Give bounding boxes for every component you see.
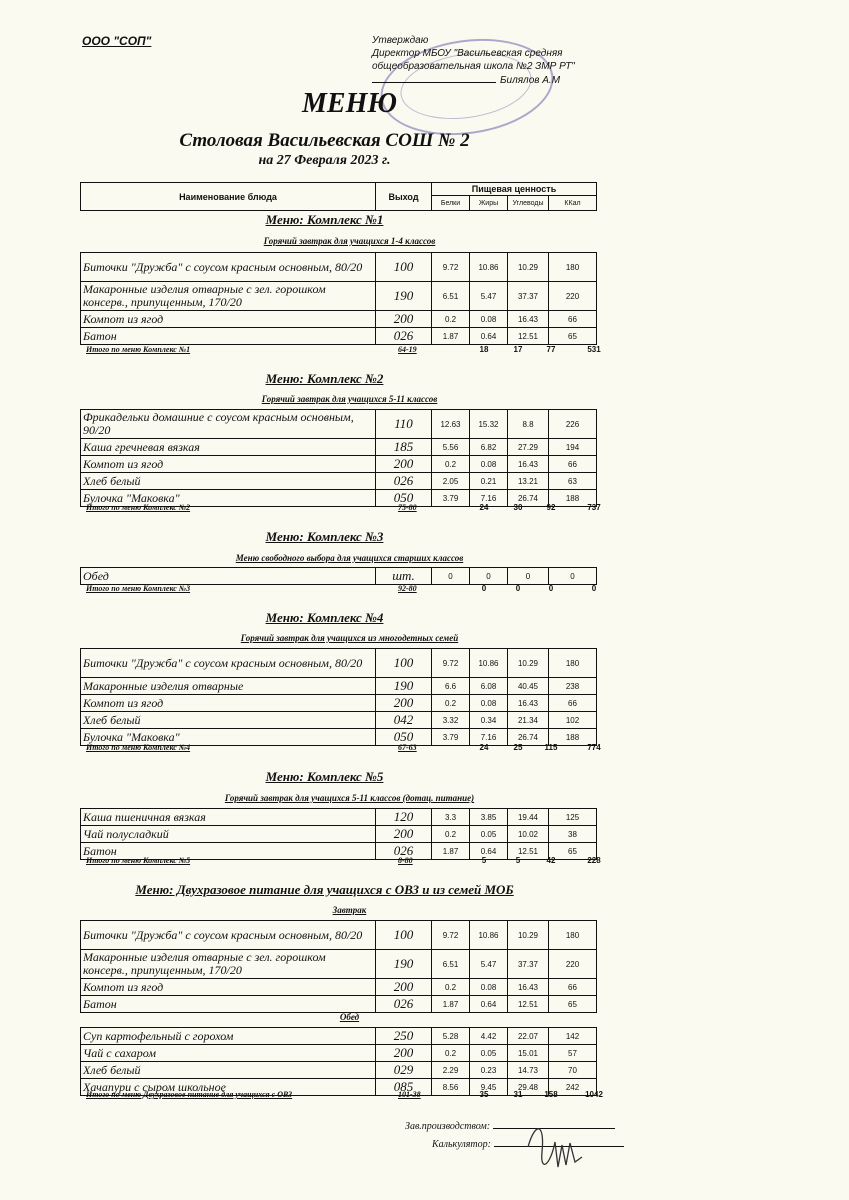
total-p: 24 xyxy=(479,503,489,512)
dish-output: 042 xyxy=(376,712,432,729)
dish-table xyxy=(80,1027,597,1096)
dish-protein: 0.2 xyxy=(432,979,470,996)
total-name: Итого по меню Комплекс №2 xyxy=(86,503,191,512)
dish-carbs: 26.74 xyxy=(508,490,549,507)
total-k: 531 xyxy=(587,345,601,354)
section-title: Меню: Комплекс №1 xyxy=(265,212,384,227)
section-subtitle: Горячий завтрак для учащихся из многодетных семей xyxy=(240,633,459,643)
dish-name: Хлеб белый xyxy=(81,1062,376,1079)
dish-fat: 0.64 xyxy=(470,328,508,345)
section-subtitle: Завтрак xyxy=(332,905,367,915)
dish-carbs: 15.01 xyxy=(508,1045,549,1062)
dish-protein: 9.72 xyxy=(432,253,470,282)
dish-protein: 5.28 xyxy=(432,1028,470,1045)
dish-kcal: 180 xyxy=(549,649,597,678)
table-row xyxy=(81,1062,597,1079)
dish-table xyxy=(80,252,597,345)
total-f: 17 xyxy=(513,345,523,354)
table-row xyxy=(81,328,597,345)
table-row xyxy=(81,456,597,473)
header-nutrition: Пищевая ценность xyxy=(432,183,597,196)
table-row xyxy=(81,473,597,490)
dish-output: 200 xyxy=(376,826,432,843)
dish-carbs: 12.51 xyxy=(508,328,549,345)
dish-fat: 10.86 xyxy=(470,921,508,950)
table-row xyxy=(81,712,597,729)
dish-kcal: 226 xyxy=(549,410,597,439)
dish-fat: 6.82 xyxy=(470,439,508,456)
section-subtitle: Меню свободного выбора для учащихся старших классов xyxy=(235,553,464,563)
dish-fat: 10.86 xyxy=(470,649,508,678)
total-name: Итого по меню Комплекс №4 xyxy=(86,743,191,752)
dish-output: 120 xyxy=(376,809,432,826)
dish-protein: 2.05 xyxy=(432,473,470,490)
dish-output: 100 xyxy=(376,921,432,950)
dish-kcal: 180 xyxy=(549,921,597,950)
total-p: 35 xyxy=(479,1090,489,1099)
total-p: 24 xyxy=(479,743,489,752)
dish-output: шт. xyxy=(376,568,432,585)
dish-output: 029 xyxy=(376,1062,432,1079)
dish-kcal: 188 xyxy=(549,490,597,507)
total-f: 5 xyxy=(515,856,521,865)
dish-output: 050 xyxy=(376,729,432,746)
menu-header-table xyxy=(80,182,597,211)
dish-kcal: 63 xyxy=(549,473,597,490)
dish-protein: 3.3 xyxy=(432,809,470,826)
header-dish: Наименование блюда xyxy=(81,183,376,211)
dish-fat: 0 xyxy=(470,568,508,585)
dish-fat: 0.64 xyxy=(470,843,508,860)
menu-date: на 27 Февраля 2023 г. xyxy=(258,153,391,168)
total-name: Итого по меню Двухразовое питание для учащихся с ОВЗ xyxy=(86,1090,293,1099)
total-out: 92-80 xyxy=(398,584,417,593)
section-title: Меню: Комплекс №4 xyxy=(265,610,384,625)
dish-carbs: 8.8 xyxy=(508,410,549,439)
dish-carbs: 10.29 xyxy=(508,649,549,678)
dish-kcal: 102 xyxy=(549,712,597,729)
dish-protein: 3.79 xyxy=(432,729,470,746)
dish-name: Фрикадельки домашние с соусом красным основным, 90/20 xyxy=(81,410,376,439)
table-row xyxy=(81,826,597,843)
dish-output: 110 xyxy=(376,410,432,439)
dish-kcal: 194 xyxy=(549,439,597,456)
header-kcal: ККал xyxy=(549,196,597,211)
dish-carbs: 16.43 xyxy=(508,311,549,328)
dish-name: Макаронные изделия отварные xyxy=(81,678,376,695)
canteen-name: Столовая Васильевская СОШ № 2 xyxy=(179,130,470,151)
dish-carbs: 16.43 xyxy=(508,695,549,712)
total-f: 30 xyxy=(513,503,523,512)
dish-name: Каша пшеничная вязкая xyxy=(81,809,376,826)
dish-carbs: 10.02 xyxy=(508,826,549,843)
approval-line3: общеобразовательная школа №2 ЗМР РТ" xyxy=(372,61,575,72)
table-row xyxy=(81,979,597,996)
dish-kcal: 0 xyxy=(549,568,597,585)
director-name: Билялов А.М xyxy=(500,75,561,86)
dish-name: Компот из ягод xyxy=(81,456,376,473)
dish-name: Батон xyxy=(81,843,376,860)
dish-output: 100 xyxy=(376,253,432,282)
total-c: 158 xyxy=(544,1090,558,1099)
dish-fat: 0.05 xyxy=(470,1045,508,1062)
total-name: Итого по меню Комплекс №3 xyxy=(86,584,191,593)
section-title: Меню: Комплекс №2 xyxy=(265,371,384,386)
dish-output: 026 xyxy=(376,843,432,860)
total-out: 67-63 xyxy=(398,743,417,752)
total-k: 737 xyxy=(587,503,601,512)
dish-output: 190 xyxy=(376,678,432,695)
total-out: 64-19 xyxy=(398,345,417,354)
dish-name: Чай с сахаром xyxy=(81,1045,376,1062)
dish-protein: 3.79 xyxy=(432,490,470,507)
section-title: Меню: Двухразовое питание для учащихся с ОВЗ и из семей МОБ xyxy=(135,882,514,897)
dish-fat: 0.23 xyxy=(470,1062,508,1079)
calculator-label: Калькулятор: xyxy=(432,1139,491,1150)
dish-kcal: 66 xyxy=(549,979,597,996)
dish-kcal: 65 xyxy=(549,843,597,860)
dish-carbs: 27.29 xyxy=(508,439,549,456)
dish-output: 200 xyxy=(376,1045,432,1062)
dish-carbs: 10.29 xyxy=(508,921,549,950)
table-row xyxy=(81,568,597,585)
section-total xyxy=(80,743,630,755)
dish-protein: 8.56 xyxy=(432,1079,470,1096)
dish-carbs: 29.48 xyxy=(508,1079,549,1096)
approval-line2: Директор МБОУ "Васильевская средняя xyxy=(372,48,563,59)
dish-table xyxy=(80,567,597,585)
dish-protein: 9.72 xyxy=(432,649,470,678)
dish-table xyxy=(80,808,597,860)
dish-output: 050 xyxy=(376,490,432,507)
table-row xyxy=(81,439,597,456)
dish-name: Биточки "Дружба" с соусом красным основным, 80/20 xyxy=(81,649,376,678)
dish-kcal: 66 xyxy=(549,695,597,712)
dish-output: 026 xyxy=(376,473,432,490)
organization-name: ООО "СОП" xyxy=(82,34,152,48)
section-subtitle: Горячий завтрак для учащихся 5-11 классов (дотац. питание) xyxy=(224,793,475,803)
approval-line1: Утверждаю xyxy=(372,35,429,46)
dish-name: Биточки "Дружба" с соусом красным основным, 80/20 xyxy=(81,921,376,950)
dish-fat: 3.85 xyxy=(470,809,508,826)
dish-name: Суп картофельный с горохом xyxy=(81,1028,376,1045)
dish-name: Компот из ягод xyxy=(81,311,376,328)
dish-fat: 5.47 xyxy=(470,950,508,979)
total-f: 0 xyxy=(515,584,521,593)
dish-carbs: 37.37 xyxy=(508,950,549,979)
dish-protein: 1.87 xyxy=(432,996,470,1013)
total-k: 1042 xyxy=(585,1090,603,1099)
table-row xyxy=(81,678,597,695)
dish-carbs: 14.73 xyxy=(508,1062,549,1079)
dish-kcal: 125 xyxy=(549,809,597,826)
total-p: 18 xyxy=(479,345,489,354)
dish-fat: 7.16 xyxy=(470,490,508,507)
section-subtitle-lunch: Обед xyxy=(339,1012,360,1022)
dish-name: Обед xyxy=(81,568,376,585)
dish-protein: 12.63 xyxy=(432,410,470,439)
dish-kcal: 220 xyxy=(549,282,597,311)
dish-carbs: 22.07 xyxy=(508,1028,549,1045)
dish-name: Батон xyxy=(81,328,376,345)
dish-kcal: 57 xyxy=(549,1045,597,1062)
dish-name: Макаронные изделия отварные с зел. горошком консерв., припущенным, 170/20 xyxy=(81,282,376,311)
dish-table xyxy=(80,648,597,746)
total-c: 42 xyxy=(546,856,556,865)
dish-kcal: 220 xyxy=(549,950,597,979)
dish-output: 250 xyxy=(376,1028,432,1045)
table-row xyxy=(81,1045,597,1062)
dish-kcal: 70 xyxy=(549,1062,597,1079)
dish-kcal: 142 xyxy=(549,1028,597,1045)
dish-name: Биточки "Дружба" с соусом красным основным, 80/20 xyxy=(81,253,376,282)
dish-name: Компот из ягод xyxy=(81,979,376,996)
dish-output: 185 xyxy=(376,439,432,456)
table-row xyxy=(81,1028,597,1045)
dish-fat: 7.16 xyxy=(470,729,508,746)
section-total xyxy=(80,1090,630,1102)
dish-name: Хлеб белый xyxy=(81,712,376,729)
dish-fat: 15.32 xyxy=(470,410,508,439)
dish-kcal: 242 xyxy=(549,1079,597,1096)
dish-kcal: 238 xyxy=(549,678,597,695)
dish-kcal: 66 xyxy=(549,311,597,328)
total-c: 0 xyxy=(548,584,554,593)
dish-fat: 0.34 xyxy=(470,712,508,729)
section-total xyxy=(80,584,630,596)
dish-protein: 0.2 xyxy=(432,826,470,843)
handwritten-signature xyxy=(520,1117,590,1177)
dish-protein: 0.2 xyxy=(432,695,470,712)
dish-protein: 0.2 xyxy=(432,1045,470,1062)
dish-carbs: 0 xyxy=(508,568,549,585)
table-row xyxy=(81,649,597,678)
header-carbs: Углеводы xyxy=(508,196,549,211)
dish-fat: 5.47 xyxy=(470,282,508,311)
section-total xyxy=(80,345,630,357)
dish-output: 200 xyxy=(376,695,432,712)
total-p: 5 xyxy=(481,856,487,865)
dish-name: Каша гречневая вязкая xyxy=(81,439,376,456)
approval-block xyxy=(372,34,575,87)
table-row xyxy=(81,282,597,311)
total-p: 0 xyxy=(481,584,487,593)
dish-fat: 6.08 xyxy=(470,678,508,695)
dish-name: Чай полусладкий xyxy=(81,826,376,843)
dish-carbs: 10.29 xyxy=(508,253,549,282)
dish-kcal: 180 xyxy=(549,253,597,282)
total-c: 92 xyxy=(546,503,556,512)
total-k: 0 xyxy=(591,584,597,593)
dish-kcal: 188 xyxy=(549,729,597,746)
dish-output: 100 xyxy=(376,649,432,678)
dish-protein: 5.56 xyxy=(432,439,470,456)
dish-name: Батон xyxy=(81,996,376,1013)
section-total xyxy=(80,503,630,515)
header-output: Выход xyxy=(376,183,432,211)
table-row xyxy=(81,410,597,439)
dish-output: 200 xyxy=(376,456,432,473)
dish-carbs: 37.37 xyxy=(508,282,549,311)
dish-carbs: 16.43 xyxy=(508,979,549,996)
dish-fat: 0.08 xyxy=(470,695,508,712)
dish-kcal: 66 xyxy=(549,456,597,473)
dish-kcal: 65 xyxy=(549,996,597,1013)
dish-fat: 4.42 xyxy=(470,1028,508,1045)
dish-output: 190 xyxy=(376,282,432,311)
total-name: Итого по меню Комплекс №1 xyxy=(86,345,191,354)
dish-carbs: 26.74 xyxy=(508,729,549,746)
dish-protein: 0.2 xyxy=(432,311,470,328)
page-title: МЕНЮ xyxy=(302,88,397,119)
dish-name: Булочка "Маковка" xyxy=(81,490,376,507)
dish-fat: 9.45 xyxy=(470,1079,508,1096)
producer-label: Зав.производством: xyxy=(405,1121,491,1132)
dish-protein: 1.87 xyxy=(432,328,470,345)
dish-table xyxy=(80,409,597,507)
dish-protein: 0.2 xyxy=(432,456,470,473)
header-protein: Белки xyxy=(432,196,470,211)
table-row xyxy=(81,695,597,712)
total-f: 25 xyxy=(513,743,523,752)
header-fat: Жиры xyxy=(470,196,508,211)
dish-name: Хачапури с сыром школьное xyxy=(81,1079,376,1096)
dish-carbs: 19.44 xyxy=(508,809,549,826)
table-row xyxy=(81,311,597,328)
dish-protein: 0 xyxy=(432,568,470,585)
total-f: 31 xyxy=(513,1090,523,1099)
dish-name: Хлеб белый xyxy=(81,473,376,490)
dish-output: 190 xyxy=(376,950,432,979)
section-title: Меню: Комплекс №5 xyxy=(265,769,384,784)
section-title: Меню: Комплекс №3 xyxy=(265,529,384,544)
dish-table xyxy=(80,920,597,1013)
table-row xyxy=(81,253,597,282)
dish-protein: 9.72 xyxy=(432,921,470,950)
dish-kcal: 65 xyxy=(549,328,597,345)
total-c: 77 xyxy=(546,345,556,354)
dish-fat: 0.05 xyxy=(470,826,508,843)
section-total xyxy=(80,856,630,868)
dish-carbs: 16.43 xyxy=(508,456,549,473)
dish-carbs: 12.51 xyxy=(508,996,549,1013)
dish-fat: 0.08 xyxy=(470,311,508,328)
section-subtitle: Горячий завтрак для учащихся 5-11 классов xyxy=(261,394,438,404)
total-k: 774 xyxy=(587,743,601,752)
dish-name: Булочка "Маковка" xyxy=(81,729,376,746)
dish-protein: 1.87 xyxy=(432,843,470,860)
dish-output: 200 xyxy=(376,311,432,328)
dish-name: Макаронные изделия отварные с зел. горошком консерв., припущенным, 170/20 xyxy=(81,950,376,979)
dish-fat: 0.64 xyxy=(470,996,508,1013)
total-c: 115 xyxy=(544,743,558,752)
total-out: 75-80 xyxy=(398,503,417,512)
table-row xyxy=(81,950,597,979)
table-row xyxy=(81,809,597,826)
dish-protein: 6.51 xyxy=(432,282,470,311)
dish-carbs: 40.45 xyxy=(508,678,549,695)
dish-carbs: 13.21 xyxy=(508,473,549,490)
dish-fat: 10.86 xyxy=(470,253,508,282)
dish-protein: 6.51 xyxy=(432,950,470,979)
total-out: 101-38 xyxy=(398,1090,421,1099)
table-row xyxy=(81,996,597,1013)
dish-protein: 6.6 xyxy=(432,678,470,695)
dish-protein: 2.29 xyxy=(432,1062,470,1079)
dish-carbs: 12.51 xyxy=(508,843,549,860)
dish-carbs: 21.34 xyxy=(508,712,549,729)
dish-output: 026 xyxy=(376,996,432,1013)
dish-kcal: 38 xyxy=(549,826,597,843)
dish-output: 200 xyxy=(376,979,432,996)
dish-fat: 0.08 xyxy=(470,979,508,996)
director-signature-line xyxy=(372,73,496,83)
dish-fat: 0.21 xyxy=(470,473,508,490)
total-k: 228 xyxy=(587,856,601,865)
dish-name: Компот из ягод xyxy=(81,695,376,712)
section-subtitle: Горячий завтрак для учащихся 1-4 классов xyxy=(263,236,436,246)
dish-output: 026 xyxy=(376,328,432,345)
total-out: 8-80 xyxy=(398,856,413,865)
table-row xyxy=(81,921,597,950)
total-name: Итого по меню Комплекс №5 xyxy=(86,856,191,865)
dish-protein: 3.32 xyxy=(432,712,470,729)
dish-fat: 0.08 xyxy=(470,456,508,473)
dish-output: 085 xyxy=(376,1079,432,1096)
